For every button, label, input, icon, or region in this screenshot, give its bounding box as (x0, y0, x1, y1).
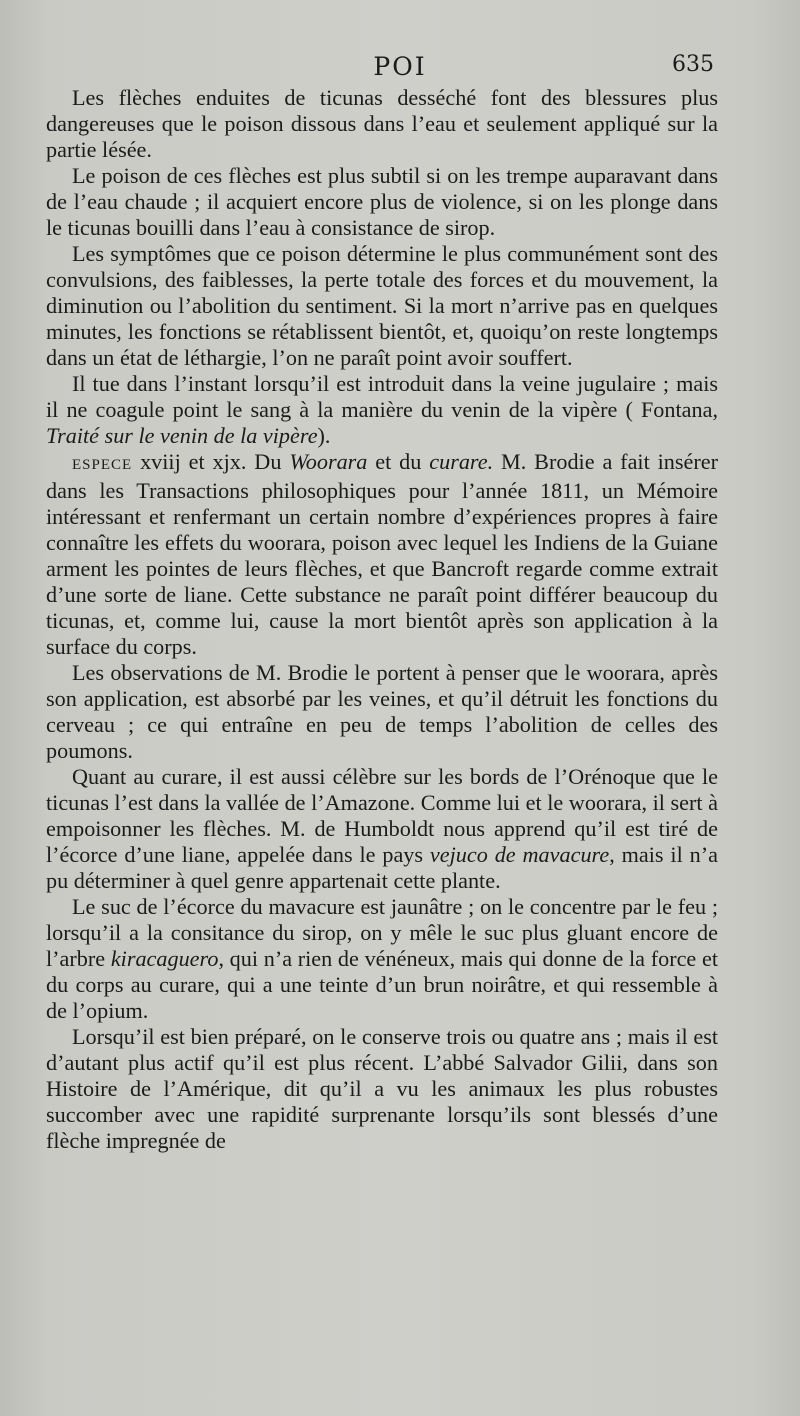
italic-term: Woorara (289, 449, 368, 474)
running-head: POI (373, 52, 427, 81)
paragraph: Quant au curare, il est aussi célèbre sur les bords de l’Orénoque que le ticunas l’est dans la vallée de l’Amazone. Comme lui et le woorara, il sert à empoisonner les flèches. M. de Humboldt nous apprend qu’il est tiré de l’écorce d’une liane, appelée dans le pays vejuco de mavacure, mais il n’a pu déterminer à quel genre appartenait cette plante. (46, 764, 718, 893)
italic-term: vejuco de mavacure (429, 842, 610, 867)
paragraph: Lorsqu’il est bien préparé, on le conserve trois ou quatre ans ; mais il est d’autant plus actif qu’il est plus récent. L’abbé Salvador Gilii, dans son Histoire de l’Amérique, dit qu’il a vu les animaux les plus robustes succomber avec une rapidité surprenante lorsqu’ils sont blessés d’une flèche impregnée de (46, 1024, 718, 1153)
italic-citation: Traité sur le venin de la vipère (46, 423, 318, 448)
paragraph-species-entry: ESPECE xviij et xjx. Du Woorara et du curare. M. Brodie a fait insérer dans les Transactions philosophiques pour l’année 1811, un Mémoire intéressant et renfermant un certain nombre d’expériences propres à faire connaître les effets du woorara, poison avec lequel les Indiens de la Guiane arment les pointes de leurs flèches, et que Bancroft regarde comme extrait d’une sorte de liane. Cette substance ne paraît point différer beaucoup du ticunas, et, comme lui, cause la mort bientôt après son application à la surface du corps. (46, 449, 718, 659)
paragraph: Les symptômes que ce poison détermine le plus communément sont des convulsions, des faiblesses, la perte totale des forces et du mouvement, la diminution ou l’abolition du sentiment. Si la mort n’arrive pas en quelques minutes, les fonctions se rétablissent bientôt, et, quoiqu’on reste longtemps dans un état de léthargie, l’on ne paraît point avoir souffert. (46, 241, 718, 370)
page-header (0, 52, 800, 82)
italic-term: curare. (429, 449, 494, 474)
paragraph: Les flèches enduites de ticunas desséché font des blessures plus dangereuses que le poison dissous dans l’eau et seulement appliqué sur la partie lésée. (46, 85, 718, 162)
paragraph: Le suc de l’écorce du mavacure est jaunâtre ; on le concentre par le feu ; lorsqu’il a la consitance du sirop, on y mêle le suc plus gluant encore de l’arbre kiracaguero, qui n’a rien de vénéneux, mais qui donne de la force et du corps au curare, qui a une teinte d’un brun noirâtre, et qui ressemble à de l’opium. (46, 894, 718, 1023)
body-text (46, 85, 718, 1154)
paragraph: Les observations de M. Brodie le portent à penser que le woorara, après son application, est absorbé par les veines, et qu’il détruit les fonctions du cerveau ; ce qui entraîne en peu de temps l’abolition de celles des poumons. (46, 660, 718, 763)
italic-term: kiracaguero (110, 946, 219, 971)
paragraph: Le poison de ces flèches est plus subtil si on les trempe auparavant dans de l’eau chaude ; il acquiert encore plus de violence, si on les plonge dans le ticunas bouilli dans l’eau à consistance de sirop. (46, 163, 718, 240)
paragraph: Il tue dans l’instant lorsqu’il est introduit dans la veine jugulaire ; mais il ne coagule point le sang à la manière du venin de la vipère ( Fontana, Traité sur le venin de la vipère). (46, 371, 718, 448)
page-number: 635 (672, 52, 714, 77)
species-label: ESPECE (72, 457, 133, 473)
